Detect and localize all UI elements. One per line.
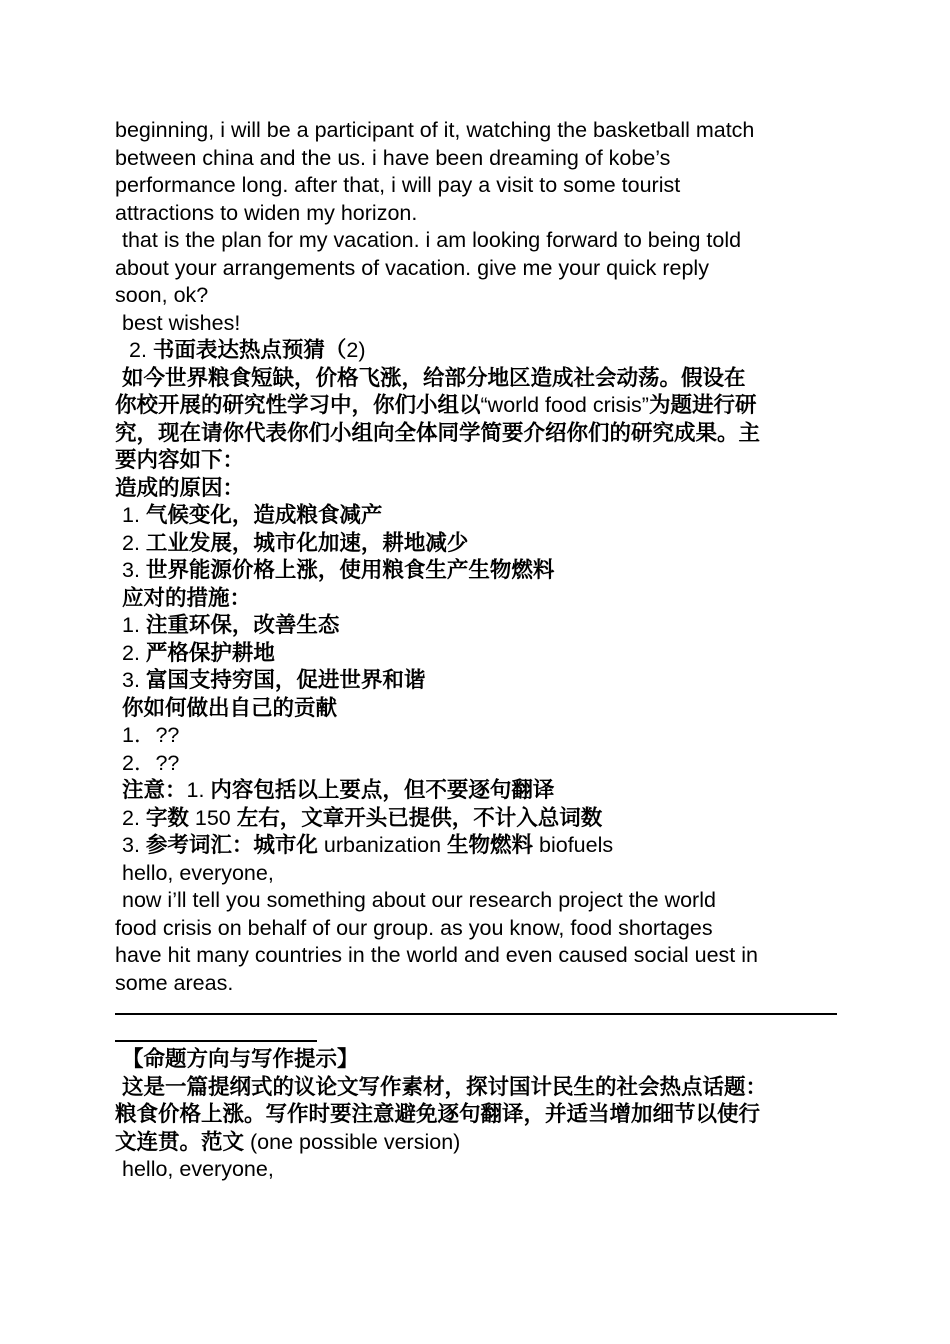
note-text: 左右，文章开头已提供，不计入总词数 (236, 805, 603, 830)
note-line (115, 832, 840, 860)
text-line: soon, ok? (115, 283, 209, 307)
vocab-label: 参考词汇：城市化 (145, 833, 318, 857)
prompt-line (115, 392, 840, 420)
prompt-line: 要内容如下： (115, 448, 245, 472)
list-number: 1. (186, 778, 211, 802)
document-page (115, 117, 840, 1184)
list-item (115, 502, 840, 530)
causes-heading: 造成的原因： (115, 475, 245, 500)
answer-line-short (115, 1040, 317, 1042)
section-heading (115, 337, 840, 365)
prompt-topic: “world food crisis” (480, 393, 649, 417)
prompt-line: 如今世界粮食短缺，价格飞涨，给部分地区造成社会动荡。假设在 (122, 365, 746, 390)
text-line: attractions to widen my horizon. (115, 200, 418, 225)
list-text: 注重环保，改善生态 (145, 613, 340, 637)
list-number: 3. (122, 833, 146, 857)
vocab-label: 生物燃料 (447, 833, 534, 857)
note-text: 字数 (145, 805, 189, 830)
section-title: 书面表达热点预猜（ (152, 338, 347, 362)
greeting-line: hello, everyone, (122, 1157, 274, 1181)
tips-line: 这是一篇提纲式的议论文写作素材，探讨国计民生的社会热点话题： (122, 1074, 768, 1099)
tips-text: 文连贯。范文 (115, 1129, 245, 1154)
list-number: 3. (122, 668, 146, 692)
list-number: 3. (122, 558, 146, 582)
measures-heading: 应对的措施： (122, 585, 252, 610)
note-text: 内容包括以上要点，但不要逐句翻译 (210, 778, 555, 802)
list-item (115, 667, 840, 695)
section-title-end: 2) (346, 338, 366, 362)
tips-line (115, 1129, 840, 1157)
contribution-heading: 你如何做出自己的贡献 (122, 695, 338, 720)
text-line: have hit many countries in the world and even caused social uest in (115, 943, 758, 967)
list-number: 2. (122, 640, 146, 665)
section-number: 2. (129, 338, 153, 362)
list-number: 2. (122, 805, 146, 830)
list-text: 工业发展，城市化加速，耕地减少 (145, 530, 469, 555)
prompt-text: 你校开展的研究性学习中，你们小组以 (115, 393, 481, 417)
tips-heading: 【命题方向与写作提示】 (122, 1047, 359, 1071)
text-line: now i’ll tell you something about our research project the world (122, 888, 716, 912)
note-line (115, 805, 840, 833)
closing-line: best wishes! (122, 310, 241, 335)
version-label: (one possible version) (244, 1129, 461, 1154)
prompt-line: 究，现在请你代表你们小组向全体同学简要介绍你们的研究成果。主 (115, 420, 761, 445)
list-item: 2．?? (122, 750, 180, 775)
list-item (115, 530, 840, 558)
list-item: 1．?? (122, 723, 180, 747)
list-item (115, 640, 840, 668)
list-item (115, 557, 840, 585)
list-item (115, 612, 840, 640)
greeting-line: hello, everyone, (122, 860, 274, 885)
text-line: between china and the us. i have been dreaming of kobe’s (115, 145, 671, 170)
list-text: 气候变化，造成粮食减产 (145, 503, 383, 527)
list-text: 富国支持穷国，促进世界和谐 (145, 668, 426, 692)
list-text: 严格保护耕地 (145, 640, 275, 665)
note-label: 注意： (122, 778, 187, 802)
vocab-term: urbanization (317, 833, 448, 857)
note-line (115, 777, 840, 805)
text-line: that is the plan for my vacation. i am looking forward to being told (122, 228, 742, 252)
text-line: beginning, i will be a participant of it, watching the basketball match (115, 118, 755, 142)
list-number: 2. (122, 530, 146, 555)
list-number: 1. (122, 613, 146, 637)
list-number: 1. (122, 503, 146, 527)
text-line: food crisis on behalf of our group. as you know, food shortages (115, 915, 713, 940)
text-line: some areas. (115, 970, 234, 995)
text-line: performance long. after that, i will pay a visit to some tourist (115, 173, 681, 197)
text-line: about your arrangements of vacation. give me your quick reply (115, 255, 709, 280)
answer-line (115, 1013, 837, 1015)
tips-line: 粮食价格上涨。写作时要注意避免逐句翻译，并适当增加细节以使行 (115, 1102, 761, 1126)
prompt-text: 为题进行研 (648, 393, 757, 417)
vocab-term: biofuels (533, 833, 614, 857)
list-text: 世界能源价格上涨，使用粮食生产生物燃料 (145, 558, 555, 582)
word-count: 150 (188, 805, 237, 830)
